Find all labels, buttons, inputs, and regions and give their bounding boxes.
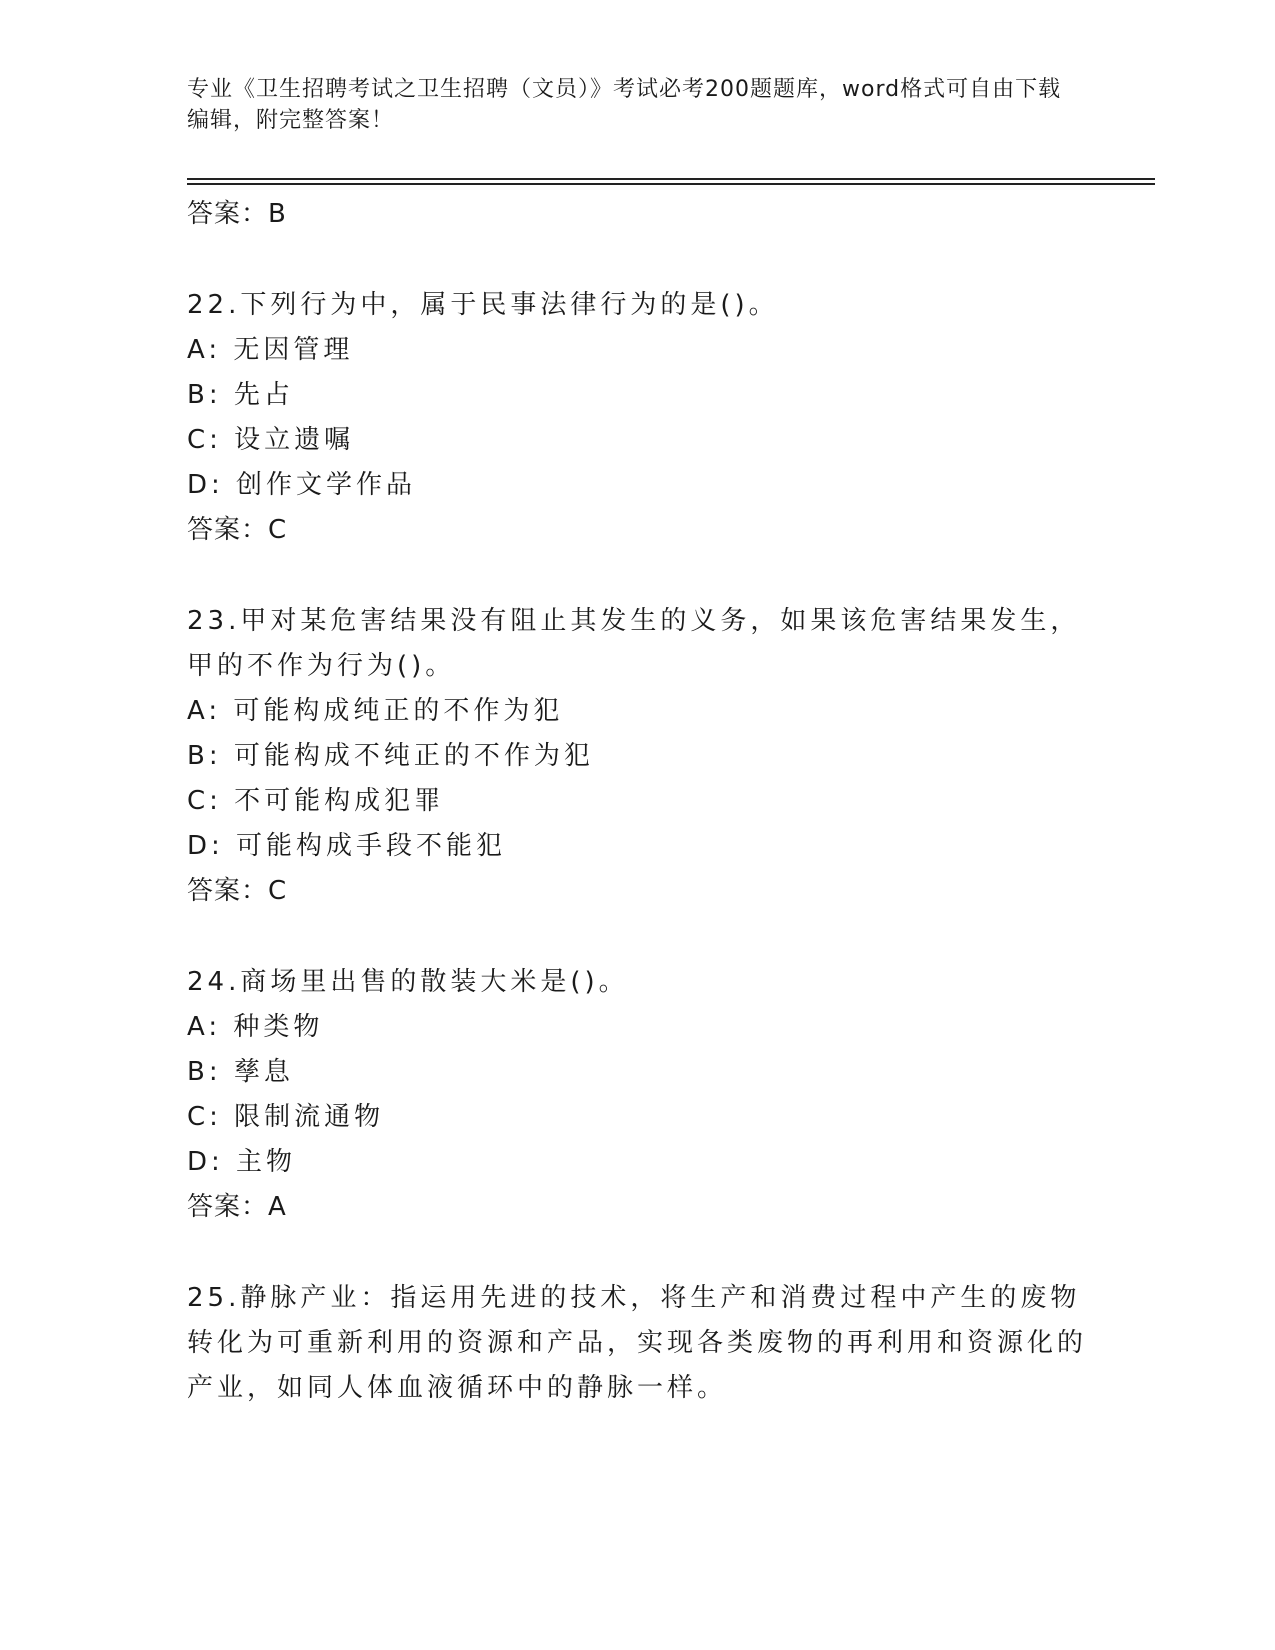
question-item — [187, 599, 1087, 913]
header-divider-bottom — [187, 183, 1155, 185]
spacer — [187, 1229, 1087, 1276]
option-d: D: 创作文学作品 — [187, 470, 417, 500]
answer-line: 答案：C — [187, 515, 288, 545]
question-text: 25.静脉产业：指运用先进的技术，将生产和消费过程中产生的废物转化为可重新利用的资源和产品，实现各类废物的再利用和资源化的产业，如同人体血液循环中的静脉一样。 — [187, 1283, 1088, 1403]
option-b: B: 先占 — [187, 380, 294, 410]
question-list — [187, 192, 1087, 1411]
answer-line: 答案：C — [187, 876, 288, 906]
header-divider-top — [187, 178, 1155, 180]
question-item — [187, 283, 1087, 552]
answer-line: 答案：A — [187, 1192, 287, 1222]
option-c: C: 限制流通物 — [187, 1102, 385, 1132]
option-b: B: 孳息 — [187, 1057, 294, 1087]
question-text: 24.商场里出售的散装大米是()。 — [187, 967, 629, 997]
option-c: C: 设立遗嘱 — [187, 425, 355, 455]
option-d: D: 主物 — [187, 1147, 297, 1177]
option-b: B: 可能构成不纯正的不作为犯 — [187, 741, 594, 771]
document-header: 专业《卫生招聘考试之卫生招聘（文员）》考试必考200题题库，word格式可自由下载编辑，附完整答案！ — [187, 77, 1062, 133]
option-c: C: 不可能构成犯罪 — [187, 786, 445, 816]
answer-line: 答案：B — [187, 199, 287, 229]
option-a: A: 种类物 — [187, 1012, 324, 1042]
option-a: A: 无因管理 — [187, 335, 354, 365]
question-text: 23.甲对某危害结果没有阻止其发生的义务，如果该危害结果发生，甲的不作为行为()。 — [187, 606, 1081, 681]
question-item — [187, 960, 1087, 1229]
spacer — [187, 552, 1087, 599]
option-a: A: 可能构成纯正的不作为犯 — [187, 696, 564, 726]
spacer — [187, 913, 1087, 960]
question-item — [187, 1276, 1087, 1411]
question-text: 22.下列行为中，属于民事法律行为的是()。 — [187, 290, 779, 320]
option-d: D: 可能构成手段不能犯 — [187, 831, 507, 861]
spacer — [187, 236, 1087, 283]
